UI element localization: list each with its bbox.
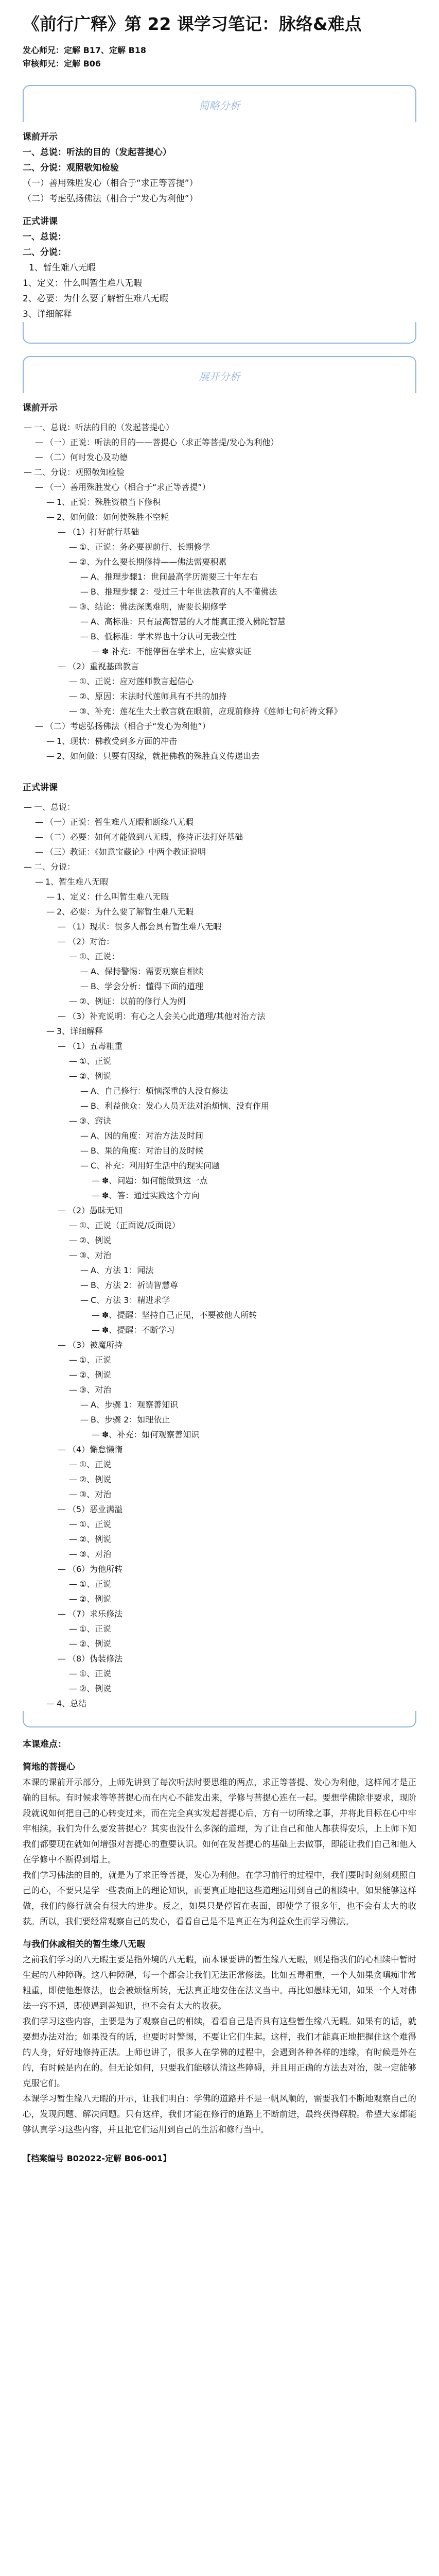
outline-node: — ①、正说 (79, 1517, 383, 1532)
brief-section (23, 129, 416, 322)
outline-node: — ②、例说 (79, 1367, 383, 1382)
outline-node: — ③、补充：莲花生大士教言就在眼前，应现前修持《莲师七句祈祷文释》 (79, 704, 383, 719)
outline-node: — B、步骤 2：如理依止 (91, 1412, 383, 1427)
outline-node: — ②、为什么要长期修持——佛法需要积累 (79, 554, 383, 569)
frame-title-brief: 简略分析 (199, 99, 240, 112)
brief-line: 二、分说：观照敬知检验 (23, 163, 119, 173)
outline-node: — （二）必要：如何才能做到八无暇，修持正法打好基础 (45, 829, 383, 844)
brief-line: 一、总说：听法的目的（发起菩提心） (23, 147, 171, 158)
outline-node: — ✽、问题：如何能做到这一点 (102, 1173, 383, 1188)
outline-node: — ③、对治 (79, 1547, 383, 1562)
outline-node: — ①、正说（正面说/反面说） (79, 1218, 383, 1233)
outline-node: — 2、如何做：如何使殊胜不空耗 (57, 510, 383, 524)
outline-node: — ③、窍诀 (79, 1113, 383, 1128)
outline-node: — ②、原因：末法时代莲师具有不共的加持 (79, 689, 383, 704)
outline-node: — A、保持警惕：需要观察自相续 (91, 964, 383, 979)
outline-node: — （三）教证：《如意宝藏论》中两个教证说明 (45, 844, 383, 859)
outline-node: — ②、例说 (79, 1681, 383, 1696)
outline-tree-main (23, 800, 416, 1711)
outline-node: — 1、正说：殊胜资粮当下修积 (57, 495, 383, 510)
outline-node: — B、果的角度：对治目的及时候 (91, 1143, 383, 1158)
outline-node: — （5）恶业满溢 (68, 1502, 383, 1517)
expand-main-label: 正式讲课 (23, 783, 58, 793)
difficulty-label: 本课难点： (23, 1739, 66, 1750)
brief-line: 1、定义：什么叫暂生难八无暇 (23, 278, 142, 289)
outline-node: — B、学会分析：懂得下面的道理 (91, 979, 383, 994)
frame-title-expand: 展开分析 (199, 370, 240, 383)
outline-node: — ②、例说 (79, 1069, 383, 1083)
section-frame-brief (23, 85, 416, 122)
outline-node: — （2）重视基础教言 (68, 659, 383, 674)
outline-node: — （2）对治： (68, 934, 383, 949)
outline-node: — 2、必要：为什么要了解暂生难八无暇 (57, 904, 383, 919)
meta-line: 审核师兄：定解 B06 (23, 59, 101, 69)
outline-node: — 1、暂生难八无暇 (45, 874, 383, 889)
outline-node: — 1、定义：什么叫暂生难八无暇 (57, 889, 383, 904)
outline-node: — 4、总结 (57, 1696, 383, 1711)
meta-info (23, 44, 416, 71)
outline-node: — 3、详细解释 (57, 1024, 383, 1039)
meta-line: 发心师兄：定解 B17、定解 B18 (23, 45, 147, 55)
outline-node: — A、步骤 1：观察善知识 (91, 1397, 383, 1412)
brief-line: （一）善用殊胜发心（相合于“求正等菩提”） (23, 178, 198, 189)
difficulty-section (23, 1737, 416, 2164)
outline-node: — （3）补充说明：有心之人会关心此道理/其他对治方法 (68, 1009, 383, 1024)
brief-line: （二）考虑弘扬佛法（相合于“发心为利他”） (23, 194, 198, 204)
outline-node: — ②、例说 (79, 1233, 383, 1248)
outline-node: — ②、例说 (79, 1472, 383, 1487)
outline-node: — 一、总说： (34, 800, 383, 815)
outline-node: — ①、正说 (79, 1054, 383, 1069)
outline-node: — （3）被魔所持 (68, 1337, 383, 1352)
outline-node: — （6）为他所转 (68, 1562, 383, 1577)
outline-node: — ③、对治 (79, 1248, 383, 1263)
outline-node: — 一、总说：听法的目的（发起菩提心） (34, 420, 383, 435)
brief-line: 3、详细解释 (23, 309, 72, 319)
outline-node: — （7）求乐修法 (68, 1606, 383, 1621)
difficulty-heading: 与我们休戚相关的暂生缘八无暇 (23, 1939, 145, 1950)
outline-node: — B、推理步骤 2：受过三十年世法教育的人不懂佛法 (91, 584, 383, 599)
outline-node: — ①、正说 (79, 1666, 383, 1681)
outline-node: — （2）愚昧无知 (68, 1203, 383, 1218)
outline-node: — ②、例证：以前的修行人为例 (79, 994, 383, 1009)
archive-footer: 【档案编号 B02022-定解 B06-001】 (23, 2154, 171, 2163)
expand-pre-label: 课前开示 (23, 403, 58, 413)
outline-node: — ✽、答：通过实践这个方向 (102, 1188, 383, 1203)
outline-node: — 二、分说： (34, 859, 383, 874)
outline-node: — ②、例说 (79, 1636, 383, 1651)
outline-node: — （一）善用殊胜发心（相合于“求正等菩提”） (45, 480, 383, 495)
outline-node: — B、低标准：学术界也十分认可无我空性 (91, 629, 383, 644)
brief-line: 二、分说： (23, 247, 66, 258)
outline-node: — B、利益他众：发心人员无法对治烦恼、没有作用 (91, 1098, 383, 1113)
outline-tree-pre (23, 420, 416, 764)
brief-line: 1、暂生难八无暇 (29, 263, 96, 273)
outline-node: — （二）何时发心及功德 (45, 450, 383, 465)
outline-node: — ①、正说 (79, 1621, 383, 1636)
difficulty-heading: 简地的菩提心 (23, 1762, 75, 1772)
brief-main-label: 正式讲课 (23, 216, 58, 227)
outline-node: — （8）伪装修法 (68, 1651, 383, 1666)
difficulty-paragraph: 本课学习暂生缘八无暇的开示，让我们明白：学佛的道路并不是一帆风顺的，需要我们不断地观察自己的心，发现问题、解决问题。只有这样，我们才能在修行的道路上不断前进，最终获得解脱。希望大家都能够认真学习这些内容，并且把它们运用到自己的生活和修行当中。 (23, 2094, 416, 2134)
outline-node: — ①、正说 (79, 1577, 383, 1591)
outline-node: — ①、正说：务必要视前行、长期修学 (79, 539, 383, 554)
outline-node: — ③、结论：佛法深奥难明，需要长期修学 (79, 599, 383, 614)
outline-node: — （1）打好前行基础 (68, 524, 383, 539)
outline-node: — C、补充：利用好生活中的现实问题 (91, 1158, 383, 1173)
outline-node: — （二）考虑弘扬佛法（相合于“发心为利他”） (45, 719, 383, 734)
outline-node: — ②、例说 (79, 1532, 383, 1547)
outline-node: — （一）正说：暂生难八无暇和断缘八无暇 (45, 815, 383, 829)
difficulty-paragraph: 本课的课前开示部分，上师先讲到了每次听法时要思维的两点，求正等菩提、发心为利他，这样闻才是正确的目标。有时候求等等菩提心而在内心不能发出来，学修与菩提心连在一起。要想学佛除非要求，现阶段就说如何把自己的心转变过来，而在完全真实发起菩提心后，方有一切所缘之事，并将此目标在心中牢牢相续。我们为什么要发菩提心？其实也没什么多深的道理，为了让自己和他人都获得安乐，上上师下知我们都要现在就如何增强对菩提心的重要认识。如何在发菩提心的基础上去做事，即能让我们自己和他人在学修中不断得到增上。 (23, 1777, 416, 1865)
page-title: 《前行广释》第 22 课学习笔记：脉络&难点 (23, 14, 362, 34)
outline-node: — C、方法 3：精进求学 (91, 1293, 383, 1308)
section-frame-brief-bottom (23, 322, 416, 344)
brief-line: 2、必要：为什么要了解暂生难八无暇 (23, 294, 168, 304)
outline-node: — ①、正说 (79, 1457, 383, 1472)
section-frame-expand (23, 356, 416, 393)
outline-node: — （一）正说：听法的目的——菩提心（求正等菩提/发心为利他） (45, 435, 383, 450)
outline-node: — A、因的角度：对治方法及时间 (91, 1128, 383, 1143)
difficulty-paragraph: 我们学习这些内容，主要是为了观察自己的相续，看看自己是否具有这些暂生缘八无暇。如果有的话，就要想办法对治；如果没有的话，也要时时警惕，不要让它们生起。这样，我们才能真正地把握住这个难得的人身，好好地修持正法。上师也讲了，很多人在学佛的过程中，会遇到各种各样的违缘，有时候是外在的，有时候是内在的。但无论如何，只要我们能够认清这些障碍，并且用正确的方法去对治，就一定能够克服它们。 (23, 2016, 416, 2088)
difficulty-paragraph: 之前我们学习的八无暇主要是指外境的八无暇，而本课要讲的暂生缘八无暇，则是指我们的心相续中暂时生起的八种障碍。这八种障碍，每一个都会让我们无法正常修法。比如五毒粗重，一个人如果贪嗔痴非常粗重，即使他想修法，也会被烦恼所转，无法真正地安住在法义当中。再比如愚昧无知，如果一个人对佛法一窍不通，即使遇到善知识，也不会有太大的收获。 (23, 1955, 416, 2011)
outline-node: — A、推理步骤1：世间最高学历需要三十年左右 (91, 569, 383, 584)
outline-node: — ③、对治 (79, 1487, 383, 1502)
outline-node: — ✽、提醒：坚持自己正见，不要被他人所转 (102, 1308, 383, 1323)
outline-node: — ①、正说 (79, 1352, 383, 1367)
outline-node: — 二、分说：观照敬知检验 (34, 465, 383, 480)
outline-node: — ①、正说：应对莲师教言起信心 (79, 674, 383, 689)
outline-node: — ✽、补充：如何观察善知识 (102, 1427, 383, 1442)
outline-node: — （1）现状：很多人都会具有暂生难八无暇 (68, 919, 383, 934)
outline-node: — ✽ 补充：不能停留在学术上，应实修实证 (102, 644, 383, 659)
outline-node: — ①、正说： (79, 949, 383, 964)
outline-node: — B、方法 2：祈请智慧尊 (91, 1278, 383, 1293)
outline-node: — ②、例说 (79, 1591, 383, 1606)
outline-node: — A、高标准：只有最高智慧的人才能真正接入佛陀智慧 (91, 614, 383, 629)
outline-node: — （1）五毒粗重 (68, 1039, 383, 1054)
outline-node: — ✽、提醒：不断学习 (102, 1323, 383, 1337)
outline-node: — A、方法 1：闻法 (91, 1263, 383, 1278)
brief-line: 一、总说： (23, 232, 66, 242)
outline-node: — 2、如何做：只要有因缘，就把佛教的殊胜真义传递出去 (57, 749, 383, 764)
outline-node: — A、自己修行：烦恼深重的人没有修法 (91, 1083, 383, 1098)
outline-node: — ③、对治 (79, 1382, 383, 1397)
outline-node: — （4）懈怠懒惰 (68, 1442, 383, 1457)
difficulty-paragraph: 我们学习佛法的目的，就是为了求正等菩提，发心为利他。在学习前行的过程中，我们要时时刻刻观照自己的心，不要只是学一些表面上的理论知识，而要真正地把这些道理运用到自己的相续中。如果能够这样做，我们的修行就会有很大的进步。反之，如果只是停留在表面，即使学了很多年，也不会有太大的收获。所以，我们要经常观察自己的发心，看看自己是不是真正在为利益众生而学习佛法。 (23, 1870, 416, 1926)
section-frame-expand-bottom (23, 1711, 416, 1727)
brief-pre-label: 课前开示 (23, 132, 58, 142)
outline-node: — 1、现状：佛教受到多方面的冲击 (57, 734, 383, 749)
